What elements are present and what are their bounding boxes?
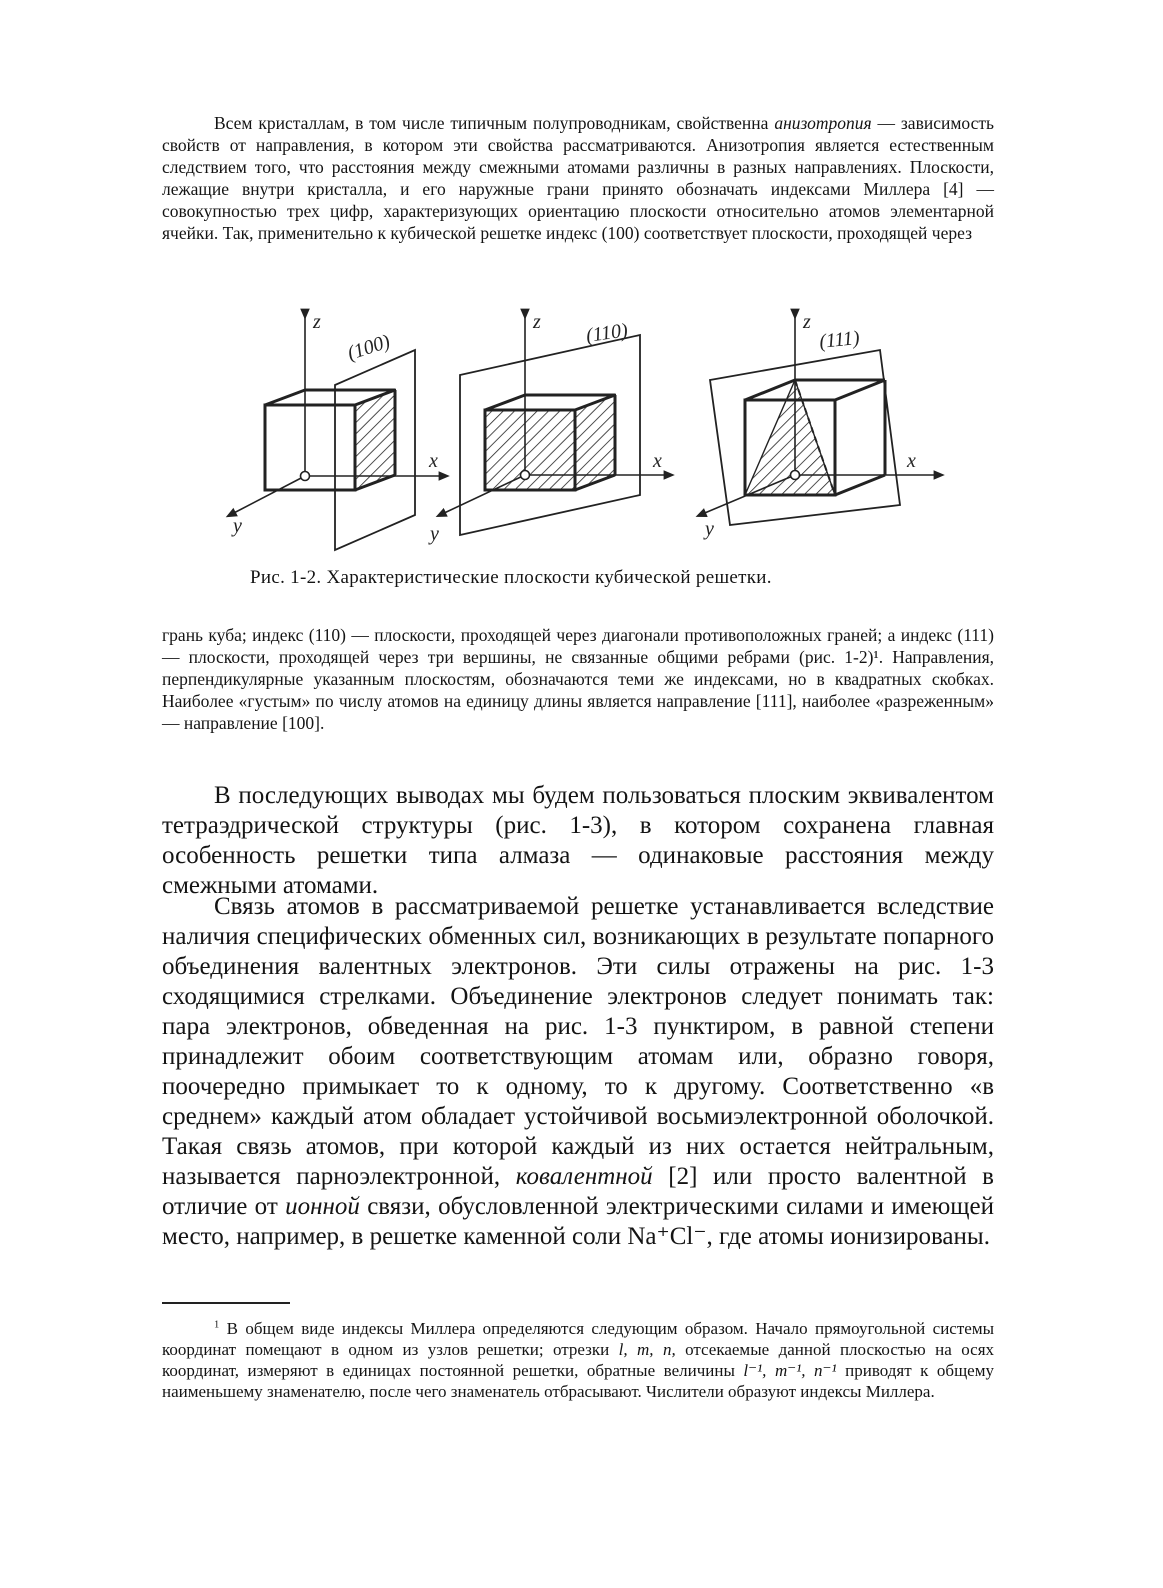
axis-label-y-3: y [705,518,714,540]
term-anisotropy: анизотропия [774,113,872,133]
cube-110 [440,315,670,535]
hatched-face-100 [355,390,395,490]
axis-label-x-1: x [429,450,438,472]
para1-text-b: — зависимость свойств от направления, в котором эти свойства рассматриваются. Анизотропия является естественным следствием того, что расстояния между смежными атомами различны в разных направлениях. Плоскости, лежащие внутри кристалла, и его наружные грани принято обозначать индексами Миллера [4] — совокупностью трех цифр, характеризующих ориентацию плоскости относительно атомов элементарной ячейки. Так, применительно к кубической решетке индекс (100) соответствует плоскости, проходящей через [162,113,994,243]
footnote-mark: 1 [214,1319,220,1331]
paragraph-tetrahedral [162,781,994,901]
footnote-divider [162,1302,290,1304]
axis-label-x-2: x [653,450,662,472]
axis-label-z-2: z [533,311,541,333]
axis-label-z-1: z [313,311,321,333]
axis-label-y-2: y [430,523,439,545]
plane-label-110: (110) [584,319,630,347]
para4-text-c: связи, обусловленной электрическими силами и имеющей место, например, в решетке каменной соли Na⁺Cl⁻, где атомы ионизированы. [162,1193,994,1250]
axis-label-z-3: z [803,311,811,333]
para4-text-b: [2] или просто валентной в отличие от [162,1163,994,1220]
para4-text-a: Связь атомов в рассматриваемой решетке устанавливается вследствие наличия специфических обменных сил, возникающих в результате попарного объединения валентных электронов. Эти силы отражены на рис. 1-3 сходящимися стрелками. Объединение электронов следует понимать так: пара электронов, обведенная на рис. 1-3 пунктиром, в равной степени принадлежит обоим соответствующим атомам или, образно говоря, поочередно примыкает то к одному, то к другому. Соответственно «в среднем» каждый атом обладает устойчивой восьмиэлектронной оболочкой. Такая связь атомов, при которой каждый из них остается нейтральным, называется парноэлектронной, [162,893,994,1190]
cube-100 [230,315,445,550]
footnote-vars: l, m, n, [618,1340,676,1359]
term-covalent: ковалентной [515,1163,653,1190]
figure-cubic-planes [195,300,985,560]
footnote-miller [162,1318,994,1402]
footnote-text-c: приводят к общему наименьшему знаменателю, после чего знаменатель отбрасывают. Числители образуют индексы Миллера. [162,1361,994,1401]
footnote-inverse: l⁻¹, m⁻¹, n⁻¹ [743,1361,837,1380]
plane-label-100: (100) [344,330,393,365]
para1-text-a: Всем кристаллам, в том числе типичным полупроводникам, свойственна [214,113,775,133]
figure-caption: Рис. 1-2. Характеристические плоскости кубической решетки. [250,567,772,588]
paragraph-covalent-bond [162,892,994,1252]
para3-text: В последующих выводах мы будем пользоваться плоским эквивалентом тетраэдрической структуры (рис. 1-3), в котором сохранена главная особенность решетки типа алмаза — одинаковые расстояния между смежными атомами. [162,782,994,899]
term-ionic: ионной [285,1193,360,1220]
axis-label-y-1: y [233,515,242,537]
footnote-text-a: В общем виде индексы Миллера определяются следующим образом. Начало прямоугольной системы координат помещают в одном из узлов решетки; отрезки [162,1319,994,1359]
paragraph-miller-planes [162,624,994,734]
axis-label-x-3: x [907,450,916,472]
footnote-text-b: отсекаемые данной плоскостью на осях координат, измеряют в единицах постоянной решетки, обратные величины [162,1340,995,1380]
para2-text: грань куба; индекс (110) — плоскости, проходящей через диагонали противоположных граней; а индекс (111) — плоскости, проходящей через три вершины, не связанные общими ребрами (рис. 1-2)¹. Направления, перпендикулярные указанным плоскостям, обозначаются теми же индексами, но в квадратных скобках. Наиболее «густым» по числу атомов на единицу длины является направление [111], наиболее «разреженным» — направление [100]. [162,625,994,733]
plane-label-111: (111) [818,326,861,353]
paragraph-anisotropy [162,112,994,244]
